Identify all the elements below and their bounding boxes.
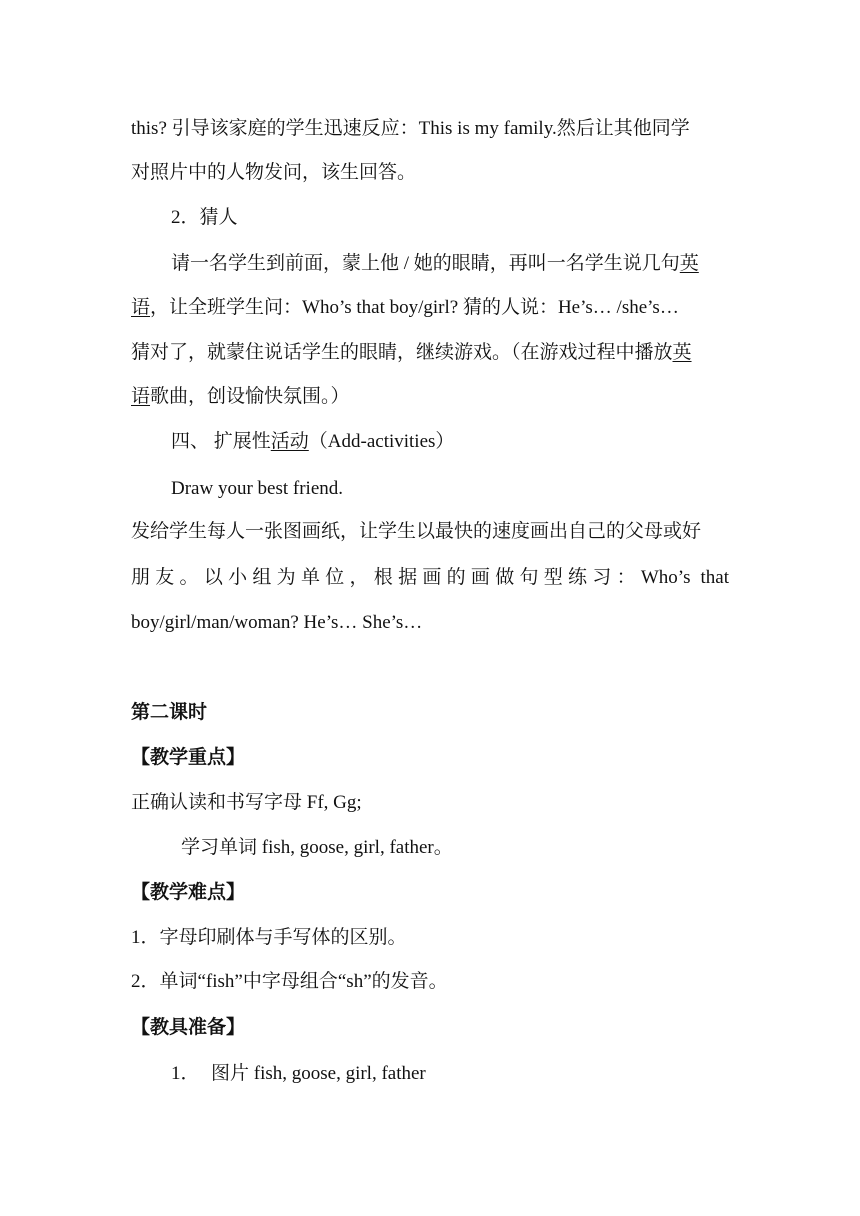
paragraph-line: boy/girl/man/woman? He’s… She’s… [131,612,423,633]
underlined-link-text[interactable]: 英 [672,342,692,363]
underlined-link-text[interactable]: 语 [131,297,151,318]
key-points-line: 正确认读和书写字母 Ff, Gg; [131,792,362,813]
section-heading-extension-activities [171,430,729,454]
lesson-title: 第二课时 [131,702,208,723]
key-points-heading: 【教学重点】 [131,747,246,768]
paragraph-line [131,385,729,409]
list-number: 1． [171,1063,200,1084]
text-segment: （Add-activities） [308,431,455,452]
paragraph-line [131,296,729,320]
text-segment: 猜对了，就蒙住说话学生的眼睛，继续游戏。（在游戏过程中播放 [131,342,673,363]
paragraph-line [131,341,729,365]
text-segment: 四、 扩展性 [171,431,271,452]
activity-title: Draw your best friend. [171,478,344,499]
difficulty-item: 2．单词“fish”中字母组合“sh”的发音。 [131,971,448,992]
underlined-link-text[interactable]: 语 [131,386,151,407]
key-points-line: 学习单词 fish, goose, girl, father。 [181,837,453,858]
paragraph-line: 发给学生每人一张图画纸，让学生以最快的速度画出自己的父母或好 [131,521,702,542]
item-heading-guess-person: 2．猜人 [171,207,238,228]
difficulties-heading: 【教学难点】 [131,882,246,903]
underlined-link-text[interactable]: 活动 [270,431,309,452]
paragraph-line: 对照片中的人物发问，该生回答。 [131,162,417,183]
paragraph-line: this? 引导该家庭的学生迅速反应：This is my family.然后让其他同学 [131,118,690,139]
paragraph-line [171,252,729,276]
materials-item-text: 图片 fish, goose, girl, father [211,1063,426,1084]
materials-heading: 【教具准备】 [131,1017,246,1038]
text-segment: ，让全班学生问：Who’s that boy/girl? 猜的人说：He’s… /she’s… [150,297,679,318]
text-segment: 歌曲，创设愉快氛围。） [150,386,350,407]
difficulty-item: 1．字母印刷体与手写体的区别。 [131,927,407,948]
paragraph-line: 朋友。以小组为单位，根据画的画做句型练习：Who’s that [131,567,729,588]
underlined-link-text[interactable]: 英 [679,253,699,274]
materials-item [171,1062,729,1086]
text-segment: 请一名学生到前面，蒙上他 / 她的眼睛，再叫一名学生说几句 [171,253,680,274]
